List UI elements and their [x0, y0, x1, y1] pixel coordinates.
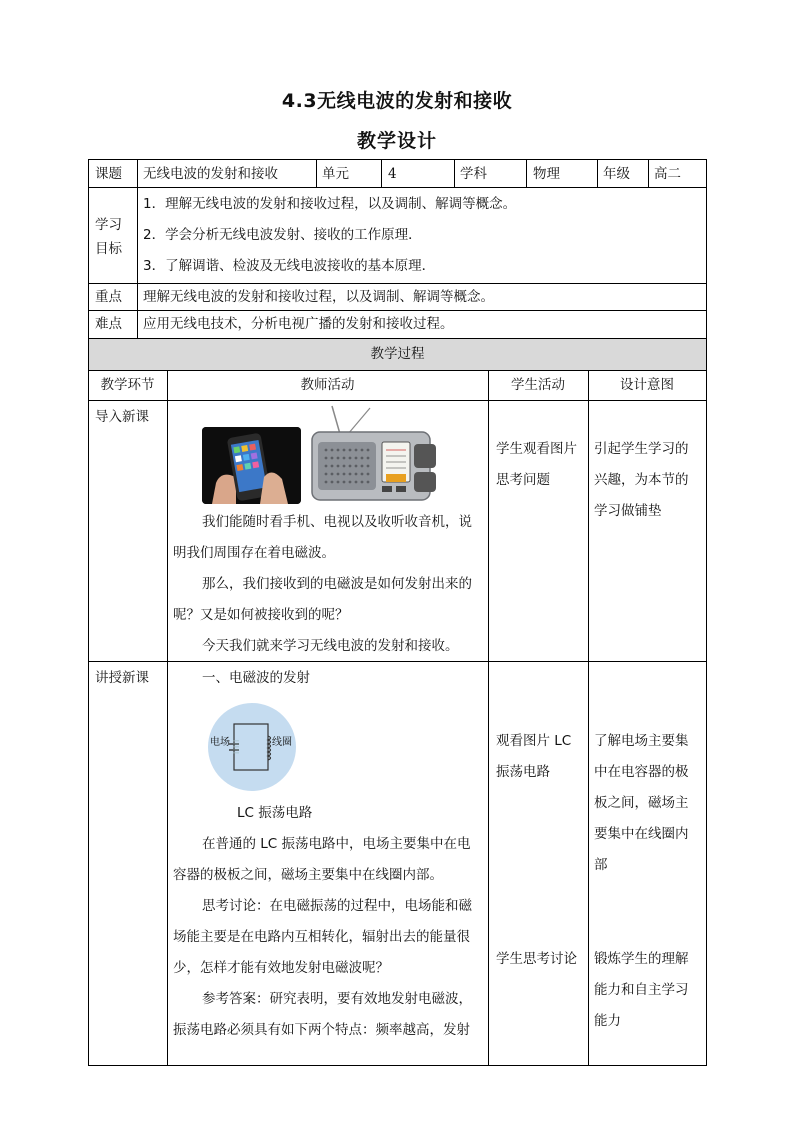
intro-intent: 兴趣，为本节的: [594, 472, 689, 488]
document-title: 4.3无线电波的发射和接收: [281, 90, 513, 112]
radio-photo: [308, 404, 439, 504]
difficulty-label: 难点: [95, 316, 122, 332]
lecture-paragraph: 思考讨论：在电磁振荡的过程中，电场能和磁: [202, 898, 472, 914]
lecture-intent-2: 能力: [594, 1013, 621, 1029]
intro-paragraph: 今天我们就来学习无线电波的发射和接收。: [202, 638, 459, 654]
header-intent: 设计意图: [620, 377, 674, 393]
unit-label: 单元: [322, 166, 349, 182]
intro-stage: 导入新课: [95, 409, 149, 425]
header-teacher: 教师活动: [300, 377, 355, 393]
lecture-student-activity: 振荡电路: [496, 764, 550, 780]
lecture-intent: 板之间，磁场主: [594, 795, 689, 811]
topic-value: 无线电波的发射和接收: [143, 166, 278, 182]
lecture-paragraph: 场能主要是在电路内互相转化，辐射出去的能量很: [173, 929, 470, 945]
goal-item: 2．学会分析无线电波发射、接收的工作原理．: [143, 227, 422, 243]
intro-student-activity: 思考问题: [496, 472, 550, 488]
intro-paragraph: 那么，我们接收到的电磁波是如何发射出来的: [202, 576, 472, 592]
lecture-paragraph: 振荡电路必须具有如下两个特点：频率越高，发射: [173, 1022, 470, 1038]
unit-value: 4: [388, 166, 397, 182]
header-student: 学生活动: [511, 377, 565, 393]
lecture-paragraph: 在普通的 LC 振荡电路中，电场主要集中在电: [202, 836, 471, 852]
topic-label: 课题: [95, 166, 122, 182]
goals-label-line2: 目标: [95, 241, 122, 257]
intro-student-activity: 学生观看图片: [496, 441, 577, 457]
intro-intent: 学习做铺垫: [594, 503, 662, 519]
lecture-intent-2: 能力和自主学习: [594, 982, 689, 998]
lecture-intent: 了解电场主要集: [594, 733, 689, 749]
goal-item: 1．理解无线电波的发射和接收过程，以及调制、解调等概念。: [143, 196, 517, 212]
goals-label-line1: 学习: [95, 217, 122, 233]
lecture-paragraph: 少，怎样才能有效地发射电磁波呢？: [173, 960, 389, 976]
section-heading: 一、电磁波的发射: [202, 670, 310, 686]
grade-value: 高二: [654, 166, 681, 182]
lecture-student-discussion: 学生思考讨论: [496, 951, 577, 967]
smartphone-photo: [202, 427, 301, 504]
header-stage: 教学环节: [100, 377, 155, 393]
lecture-paragraph: 参考答案：研究表明，要有效地发射电磁波，: [202, 991, 472, 1007]
intro-paragraph: 我们能随时看手机、电视以及收听收音机，说: [202, 514, 472, 530]
process-heading: 教学过程: [370, 346, 425, 362]
electric-field-label: 电场: [210, 737, 230, 748]
lecture-student-activity: 观看图片 LC: [496, 733, 572, 749]
key-point-text: 理解无线电波的发射和接收过程，以及调制、解调等概念。: [143, 289, 494, 305]
subject-value: 物理: [533, 166, 560, 182]
document-subtitle: 教学设计: [356, 130, 437, 152]
intro-paragraph: 呢？又是如何被接收到的呢？: [173, 607, 349, 623]
intro-paragraph: 明我们周围存在着电磁波。: [173, 545, 335, 561]
lecture-intent-2: 锻炼学生的理解: [594, 951, 689, 967]
figure-caption: LC 振荡电路: [237, 805, 313, 821]
difficulty-text: 应用无线电技术，分析电视广播的发射和接收过程。: [143, 316, 454, 332]
coil-label: 线圈: [272, 737, 292, 748]
goal-item: 3．了解调谐、检波及无线电波接收的基本原理．: [143, 258, 436, 274]
lecture-intent: 中在电容器的极: [594, 764, 689, 780]
key-point-label: 重点: [95, 289, 122, 305]
grade-label: 年级: [603, 166, 630, 182]
lecture-intent: 部: [594, 857, 608, 873]
intro-intent: 引起学生学习的: [594, 441, 689, 457]
lecture-stage: 讲授新课: [95, 670, 149, 686]
subject-label: 学科: [460, 166, 487, 182]
lecture-paragraph: 容器的极板之间，磁场主要集中在线圈内部。: [173, 867, 443, 883]
lecture-intent: 要集中在线圈内: [594, 826, 689, 842]
